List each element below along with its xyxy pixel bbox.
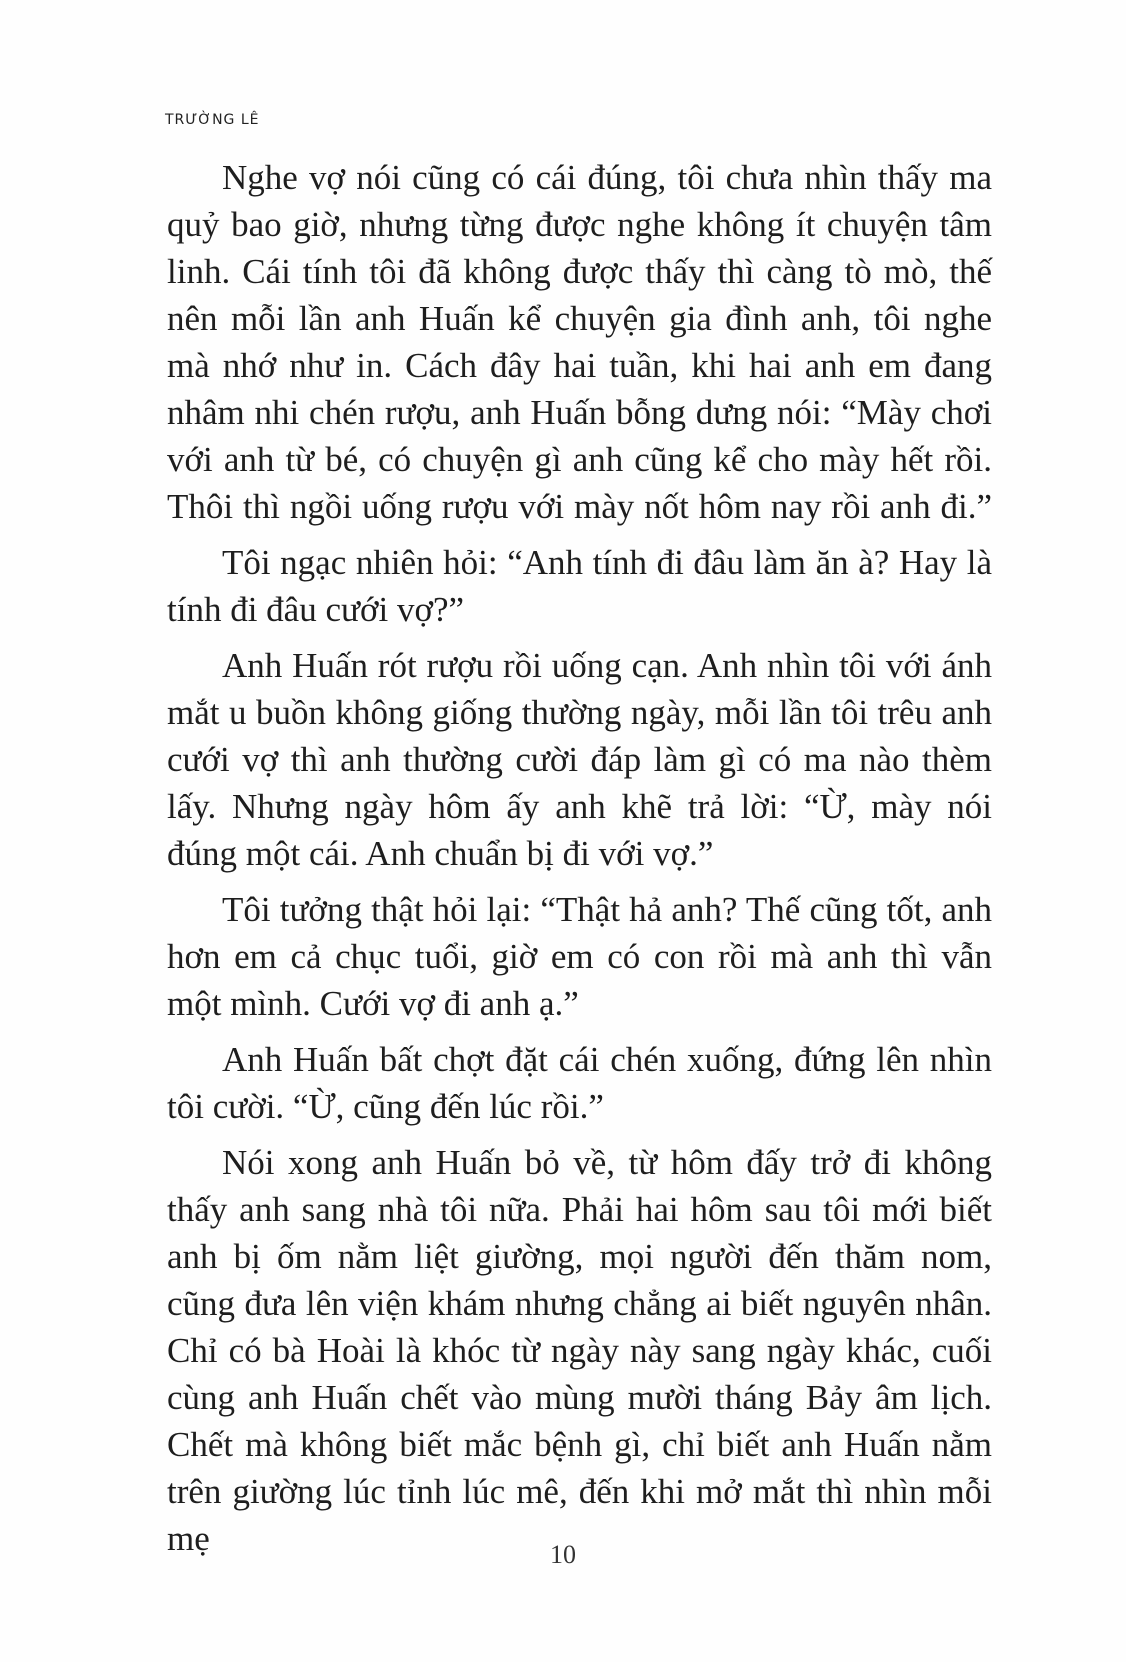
running-header: TRƯỜNG LÊ — [165, 112, 260, 128]
body-text — [167, 154, 992, 1571]
paragraph-5: Anh Huấn bất chợt đặt cái chén xuống, đứng lên nhìn tôi cười. “Ừ, cũng đến lúc rồi.” — [167, 1040, 992, 1126]
paragraph-1: Nghe vợ nói cũng có cái đúng, tôi chưa nhìn thấy ma quỷ bao giờ, nhưng từng được nghe không ít chuyện tâm linh. Cái tính tôi đã không được thấy thì càng tò mò, thế nên mỗi lần anh Huấn kể chuyện gia đình anh, tôi nghe mà nhớ như in. Cách đây hai tuần, khi hai anh em đang nhâm nhi chén rượu, anh Huấn bỗng dưng nói: “Mày chơi với anh từ bé, có chuyện gì anh cũng kể cho mày hết rồi. Thôi thì ngồi uống rượu với mày nốt hôm nay rồi anh đi.” — [167, 158, 992, 526]
page-number: 10 — [550, 1540, 576, 1569]
paragraph-3: Anh Huấn rót rượu rồi uống cạn. Anh nhìn tôi với ánh mắt u buồn không giống thường ngày, mỗi lần tôi trêu anh cưới vợ thì anh thường cười đáp làm gì có ma nào thèm lấy. Nhưng ngày hôm ấy anh khẽ trả lời: “Ừ, mày nói đúng một cái. Anh chuẩn bị đi với vợ.” — [167, 646, 992, 873]
paragraph-2: Tôi ngạc nhiên hỏi: “Anh tính đi đâu làm ăn à? Hay là tính đi đâu cưới vợ?” — [167, 543, 992, 629]
paragraph-4: Tôi tưởng thật hỏi lại: “Thật hả anh? Thế cũng tốt, anh hơn em cả chục tuổi, giờ em có con rồi mà anh thì vẫn một mình. Cưới vợ đi anh ạ.” — [167, 890, 992, 1023]
paragraph-6: Nói xong anh Huấn bỏ về, từ hôm đấy trở đi không thấy anh sang nhà tôi nữa. Phải hai hôm sau tôi mới biết anh bị ốm nằm liệt giường, mọi người đến thăm nom, cũng đưa lên viện khám nhưng chẳng ai biết nguyên nhân. Chỉ có bà Hoài là khóc từ ngày này sang ngày khác, cuối cùng anh Huấn chết vào mùng mười tháng Bảy âm lịch. Chết mà không biết mắc bệnh gì, chỉ biết anh Huấn nằm trên giường lúc tỉnh lúc mê, đến khi mở mắt thì nhìn mỗi mẹ — [167, 1143, 992, 1558]
